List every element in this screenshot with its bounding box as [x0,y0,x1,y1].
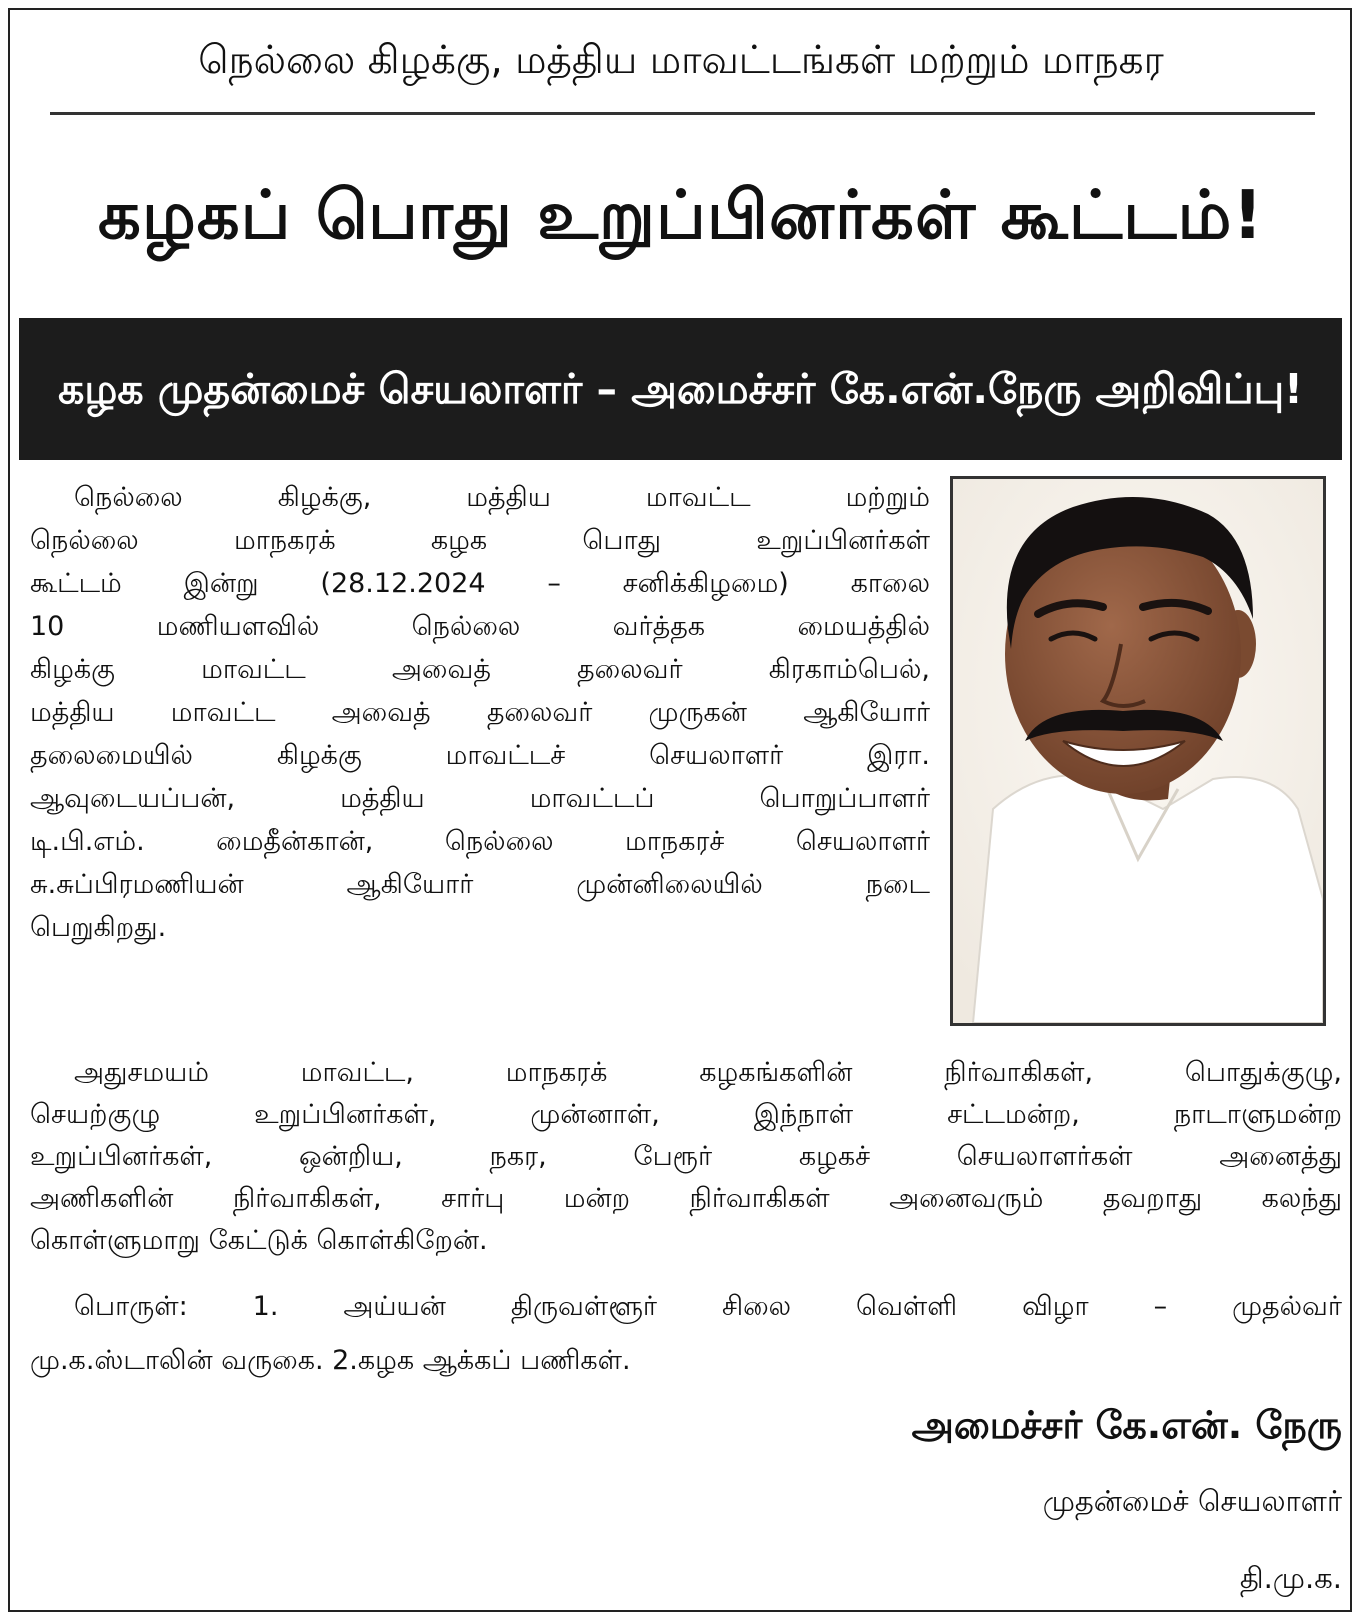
intro-line: டி.பி.எம். மைதீன்கான், நெல்லை மாநகரச் செயலாளர் [30,826,930,857]
body-line: அணிகளின் நிர்வாகிகள், சார்பு மன்ற நிர்வாகிகள் அனைவரும் தவறாது கலந்து [30,1183,1342,1214]
intro-line: நெல்லை மாநகரக் கழக பொது உறுப்பினர்கள் [30,525,930,556]
intro-line: கிழக்கு மாவட்ட அவைத் தலைவர் கிரகாம்பெல், [30,654,930,685]
body-line: செயற்குழு உறுப்பினர்கள், முன்னாள், இந்நாள் சட்டமன்ற, நாடாளுமன்ற [30,1099,1342,1130]
body-line: கொள்ளுமாறு கேட்டுக் கொள்கிறேன். [30,1225,488,1256]
body-line: உறுப்பினர்கள், ஒன்றிய, நகர, பேரூர் கழகச் செயலாளர்கள் அனைத்து [30,1141,1342,1172]
signatory-title: முதன்மைச் செயலாளர் [1042,1484,1342,1518]
intro-line: நெல்லை கிழக்கு, மத்திய மாவட்ட மற்றும் [74,482,930,513]
signatory-name: அமைச்சர் கே.என். நேரு [911,1403,1342,1447]
announcement-band-text: கழக முதன்மைச் செயலாளர் – அமைச்சர் கே.என்.நேரு அறிவிப்பு! [58,365,1303,413]
agenda-line: மு.க.ஸ்டாலின் வருகை. 2.கழக ஆக்கப் பணிகள். [30,1345,631,1376]
intro-paragraph [30,476,930,949]
body-line: அதுசமயம் மாவட்ட, மாநகரக் கழகங்களின் நிர்வாகிகள், பொதுக்குழு, [74,1057,1342,1088]
agenda-line: பொருள்: 1. அய்யன் திருவள்ளூர் சிலை வெள்ளி விழா – முதல்வர் [74,1291,1342,1322]
intro-line: 10 மணியளவில் நெல்லை வர்த்தக மையத்தில் [30,611,930,642]
party-name: தி.மு.க. [1239,1561,1342,1595]
announcement-band [19,318,1342,460]
portrait-illustration [953,479,1323,1023]
intro-line: கூட்டம் இன்று (28.12.2024 – சனிக்கிழமை) காலை [30,568,930,599]
intro-line: தலைமையில் கிழக்கு மாவட்டச் செயலாளர் இரா. [30,740,930,771]
intro-line: மத்திய மாவட்ட அவைத் தலைவர் முருகன் ஆகியோர் [30,697,930,728]
intro-line: ஆவுடையப்பன், மத்திய மாவட்டப் பொறுப்பாளர் [30,783,930,814]
intro-line: பெறுகிறது. [30,912,167,943]
agenda-paragraph [30,1280,1342,1388]
page-title: கழகப் பொது உறுப்பினர்கள் கூட்டம்! [98,176,1264,254]
portrait-photo [950,476,1326,1026]
subheading: நெல்லை கிழக்கு, மத்திய மாவட்டங்கள் மற்றும் மாநகர [198,38,1164,83]
intro-line: சு.சுப்பிரமணியன் ஆகியோர் முன்னிலையில் நடை [30,869,930,900]
attendance-paragraph [30,1052,1342,1262]
header-divider [50,112,1315,115]
